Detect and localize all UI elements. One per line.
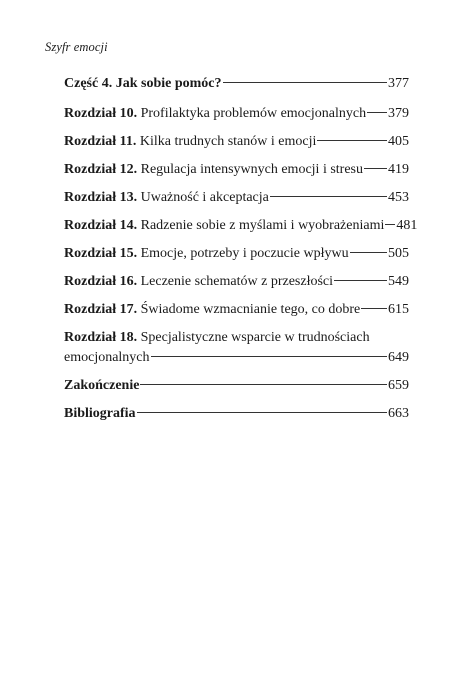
dot-leader xyxy=(367,112,387,113)
toc-entry-label: Część 4. xyxy=(64,76,113,91)
toc-entry-page: 505 xyxy=(388,246,409,261)
dot-leader xyxy=(140,384,387,385)
toc-entry-title: Kilka trudnych stanów i emocji xyxy=(139,134,317,149)
dot-leader xyxy=(151,356,387,357)
toc-entry-chapter-15[interactable] xyxy=(64,244,409,264)
dot-leader xyxy=(350,252,387,253)
toc-entry-chapter-12[interactable] xyxy=(64,160,409,180)
toc-entry-title-line-1: Specjalistyczne wsparcie w trudnościach xyxy=(140,330,370,345)
toc-entry-label: Rozdział 12. xyxy=(64,162,138,177)
toc-entry-page: 649 xyxy=(388,350,409,365)
toc-entry-chapter-13[interactable] xyxy=(64,188,409,208)
dot-leader xyxy=(223,82,388,83)
toc-entry-page: 615 xyxy=(388,302,409,317)
dot-leader xyxy=(385,224,395,225)
toc-entry-label: Zakończenie xyxy=(64,378,140,393)
toc-entry-conclusion[interactable] xyxy=(64,376,409,396)
running-header: Szyfr emocji xyxy=(45,40,108,54)
toc-entry-page: 377 xyxy=(388,76,409,91)
toc-entry-title: Emocje, potrzeby i poczucie wpływu xyxy=(140,246,349,261)
toc-entry-title-line-2: emocjonalnych xyxy=(64,350,150,365)
toc-entry-label: Rozdział 13. xyxy=(64,190,138,205)
toc-entry-chapter-14[interactable] xyxy=(64,216,418,236)
toc-entry-chapter-18[interactable] xyxy=(64,328,409,368)
dot-leader xyxy=(364,168,387,169)
toc-entry-title: Profilaktyka problemów emocjonalnych xyxy=(140,106,367,121)
toc-entry-part-4[interactable] xyxy=(64,74,409,94)
toc-entry-title: Leczenie schematów z przeszłości xyxy=(140,274,334,289)
toc-entry-page: 419 xyxy=(388,162,409,177)
dot-leader xyxy=(270,196,387,197)
toc-entry-label: Rozdział 10. xyxy=(64,106,138,121)
toc-entry-page: 663 xyxy=(388,406,409,421)
toc-entry-title: Świadome wzmacnianie tego, co dobre xyxy=(140,302,361,317)
toc-entry-title: Regulacja intensywnych emocji i stresu xyxy=(140,162,363,177)
toc-entry-label: Rozdział 15. xyxy=(64,246,138,261)
toc-entry-title: Radzenie sobie z myślami i wyobrażeniami xyxy=(140,218,385,233)
toc-entry-page: 549 xyxy=(388,274,409,289)
toc-entry-chapter-10[interactable] xyxy=(64,104,409,124)
toc-entry-title: Jak sobie pomóc? xyxy=(115,76,222,91)
toc-entry-chapter-17[interactable] xyxy=(64,300,409,320)
toc-entry-page: 481 xyxy=(396,218,418,233)
dot-leader xyxy=(137,412,387,413)
toc-entry-page: 453 xyxy=(388,190,409,205)
toc-entry-label: Bibliografia xyxy=(64,406,136,421)
toc-entry-page: 659 xyxy=(388,378,409,393)
toc-entry-chapter-11[interactable] xyxy=(64,132,409,152)
toc-entry-bibliography[interactable] xyxy=(64,404,409,424)
dot-leader xyxy=(334,280,387,281)
toc-entry-label: Rozdział 17. xyxy=(64,302,138,317)
dot-leader xyxy=(317,140,387,141)
toc-entry-title: Uważność i akceptacja xyxy=(140,190,269,205)
toc-entry-page: 405 xyxy=(388,134,409,149)
toc-entry-label: Rozdział 14. xyxy=(64,218,138,233)
toc-entry-label: Rozdział 18. xyxy=(64,330,138,345)
toc-entry-label: Rozdział 16. xyxy=(64,274,138,289)
dot-leader xyxy=(361,308,387,309)
toc-entry-chapter-16[interactable] xyxy=(64,272,409,292)
toc-entry-page: 379 xyxy=(388,106,409,121)
toc-entry-label: Rozdział 11. xyxy=(64,134,137,149)
table-of-contents xyxy=(64,74,418,432)
